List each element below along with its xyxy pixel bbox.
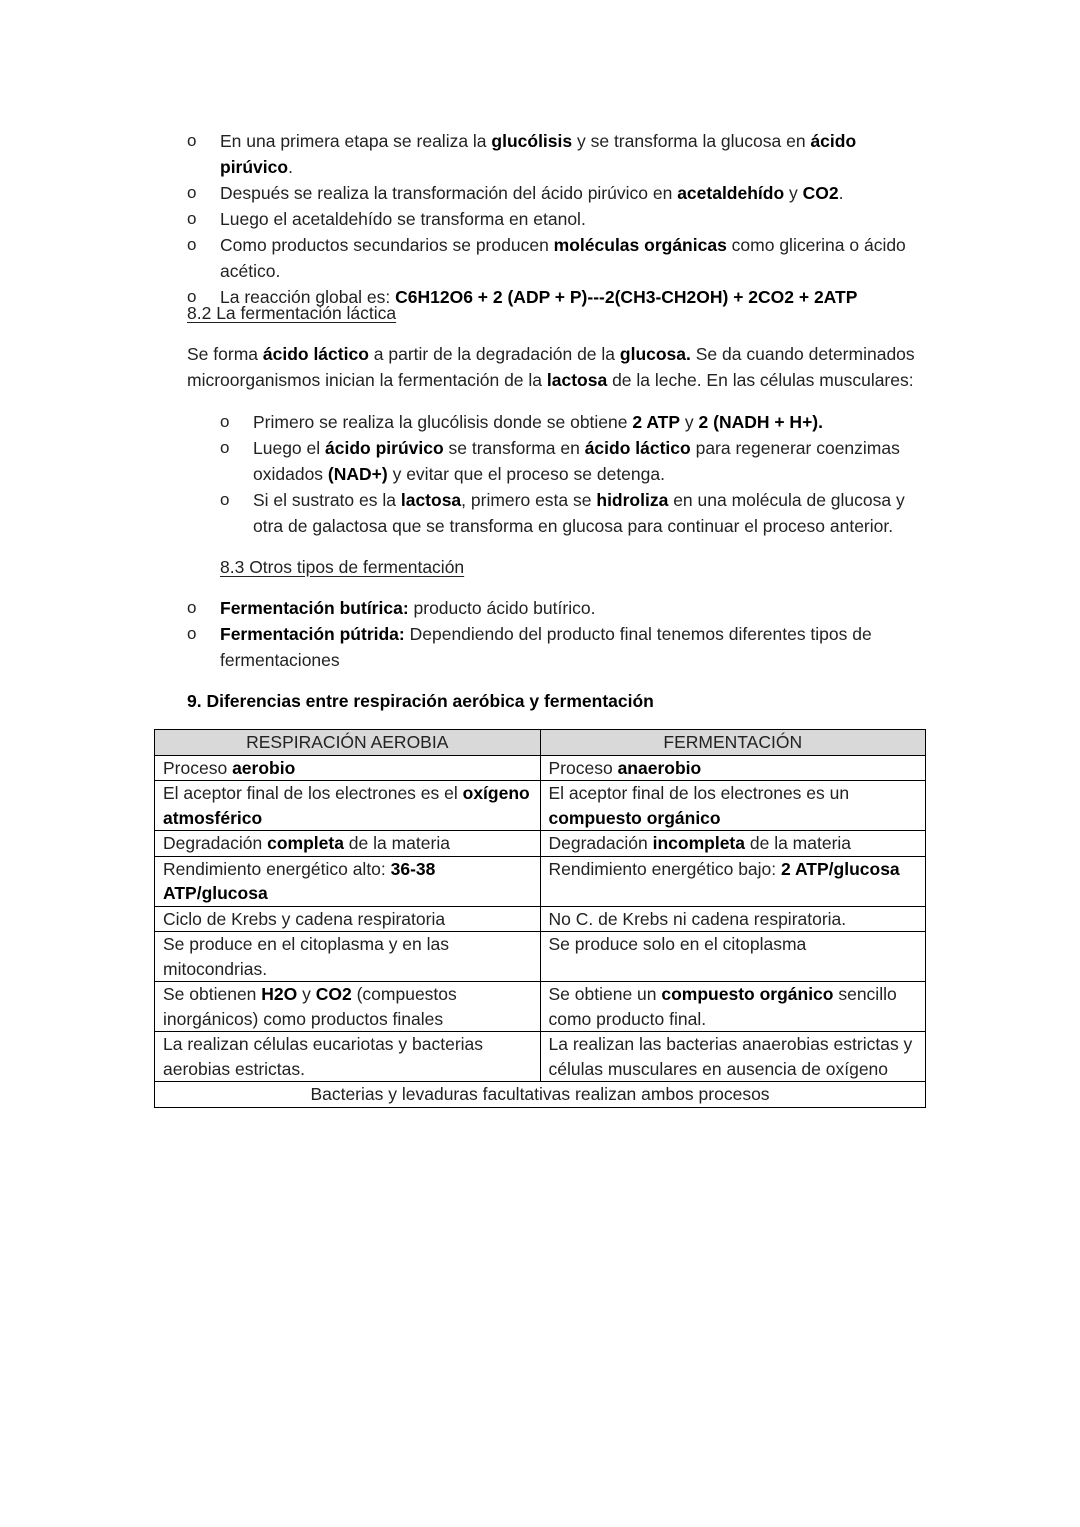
circle-bullet-icon: o [220,412,230,431]
aerobic-cell [155,831,541,857]
text-run: Después se realiza la transformación del ácido pirúvico en [220,183,678,203]
circle-bullet-icon: o [187,624,197,643]
text-run: El aceptor final de los electrones es el [163,783,463,803]
header-fermentation: FERMENTACIÓN [540,730,926,756]
text-run: La realizan células eucariotas y bacterias aerobias estrictas. [163,1034,484,1079]
text-run: sencillo como producto final. [548,984,897,1029]
text-run: Se produce en el citoplasma y en las mitocondrias. [163,934,449,979]
text-run: Se obtiene un [548,984,662,1004]
circle-bullet-icon: o [187,235,197,254]
circle-bullet-icon: o [187,287,197,306]
text-run: Se produce solo en el citoplasma [548,934,807,954]
list-item [187,128,932,180]
text-run: y [784,183,803,203]
text-run: Proceso [548,757,618,778]
aerobic-cell [155,932,541,982]
list-item [220,409,932,435]
comparison-table [154,729,926,1108]
table-header-row [155,730,926,756]
aerobic-cell [155,1032,541,1082]
other-fermentation-heading: 8.3 Otros tipos de fermentación [220,557,465,577]
bold-text: glucólisis [491,131,573,151]
bold-text: 36-38 ATP/glucosa [163,858,436,903]
text-run: Luego el acetaldehído se transforma en etanol. [220,209,586,229]
bold-text: H2O [261,984,298,1004]
text-run: producto ácido butírico. [408,598,596,618]
fermentation-cell [540,982,926,1032]
text-run: No C. de Krebs ni cadena respiratoria. [548,908,847,929]
text-run: (compuestos inorgánicos) como productos finales [163,984,457,1029]
bold-text: ácido láctico [584,438,691,458]
bold-text: (NAD+) [327,464,388,484]
text-run: , primero esta se [461,490,597,510]
text-run: y [680,412,699,432]
fermentation-cell [540,755,926,781]
text-run: La realizan las bacterias anaerobias estrictas y células musculares en ausencia de oxígeno [548,1034,913,1079]
circle-bullet-icon: o [220,438,230,457]
lactic-intro-paragraph [187,341,932,393]
bold-text: lactosa [546,370,608,390]
bold-text: compuesto orgánico [661,984,834,1004]
bold-text: glucosa. [619,344,691,364]
aerobic-cell [155,755,541,781]
circle-bullet-icon: o [187,209,197,228]
bold-text: ácido láctico [262,344,369,364]
text-run: . [838,183,844,203]
bold-text: anaerobio [617,757,702,778]
bold-text: acetaldehído [677,183,785,203]
aerobic-cell [155,982,541,1032]
bold-text: lactosa [400,490,462,510]
text-run: y se transforma la glucosa en [572,131,811,151]
text-run: Ciclo de Krebs y cadena respiratoria [163,908,446,929]
text-run: Primero se realiza la glucólisis donde se obtiene [253,412,633,432]
bold-text: 2 ATP [632,412,681,432]
text-run: para regenerar coenzimas oxidados [253,438,900,484]
bold-text: hidroliza [596,490,669,510]
table-footer-cell: Bacterias y levaduras facultativas realizan ambos procesos [155,1082,926,1108]
fermentation-cell [540,831,926,857]
text-run: a partir de la degradación de la [368,344,620,364]
circle-bullet-icon: o [220,490,230,509]
circle-bullet-icon: o [187,131,197,150]
text-run: Rendimiento energético bajo: [548,858,782,879]
text-run: Se forma [187,344,263,364]
bold-text: ácido pirúvico [325,438,444,458]
text-run: Se da cuando determinados microorganismos inician la fermentación de la [187,344,915,390]
text-run: y evitar que el proceso se detenga. [387,464,665,484]
text-run: Rendimiento energético alto: [163,858,391,879]
table-row [155,856,926,906]
list-item [220,487,932,539]
bold-text: ácido pirúvico [220,131,857,177]
table-row [155,755,926,781]
bold-text: 2 (NADH + H+). [698,412,823,432]
bold-text: incompleta [652,833,745,853]
text-run: y [297,984,316,1004]
aerobic-cell [155,781,541,831]
text-run: Si el sustrato es la [253,490,401,510]
lactic-heading: 8.2 La fermentación láctica [187,303,397,323]
table-row [155,932,926,982]
table-row [155,982,926,1032]
table-row [155,831,926,857]
header-aerobic: RESPIRACIÓN AEROBIA [155,730,541,756]
aerobic-cell [155,856,541,906]
list-item [187,232,932,284]
fermentation-cell [540,906,926,932]
table-body [155,755,926,1082]
text-run: de la materia [343,833,450,853]
bold-text: Fermentación butírica: [220,598,409,618]
section9-heading: 9. Diferencias entre respiración aeróbica y fermentación [187,691,654,711]
fermentation-cell [540,781,926,831]
fermentation-cell [540,932,926,982]
bold-text: compuesto orgánico [548,807,721,828]
bold-text: moléculas orgánicas [553,235,727,255]
text-run: Se obtienen [163,984,262,1004]
list-item [187,206,932,232]
table-footer-row [155,1082,926,1108]
table-row [155,1032,926,1082]
text-run: Dependiendo del producto final tenemos diferentes tipos de fermentaciones [220,624,872,670]
alcoholic-steps-list [187,128,932,310]
text-run: Luego el [253,438,326,458]
table-row [155,781,926,831]
circle-bullet-icon: o [187,183,197,202]
text-run: Como productos secundarios se producen [220,235,554,255]
bold-text: C6H12O6 + 2 (ADP + P)---2(CH3-CH2OH) + 2CO2 + 2ATP [395,287,858,307]
text-run: de la leche. En las células musculares: [607,370,914,390]
text-run: Degradación [548,833,653,853]
bold-text: completa [267,833,344,853]
bold-text: 2 ATP/glucosa [781,858,900,879]
list-item [187,595,932,621]
text-run: En una primera etapa se realiza la [220,131,492,151]
text-run: La reacción global es: [220,287,396,307]
text-run: como glicerina o ácido acético. [220,235,906,281]
bold-text: oxígeno atmosférico [163,783,530,828]
fermentation-cell [540,856,926,906]
text-run: . [288,157,293,177]
bold-text: CO2 [802,183,839,203]
bold-text: aerobio [232,757,296,778]
circle-bullet-icon: o [187,598,197,617]
table-row [155,906,926,932]
other-fermentation-list [187,595,932,673]
text-run: Degradación [163,833,268,853]
list-item [187,180,932,206]
list-item [220,435,932,487]
bold-text: Fermentación pútrida: [220,624,405,644]
aerobic-cell [155,906,541,932]
text-run: de la materia [745,833,852,853]
text-run: en una molécula de glucosa y otra de galactosa que se transforma en glucosa para continuar el proceso anterior. [253,490,905,536]
text-run: El aceptor final de los electrones es un [548,783,850,803]
list-item [187,621,932,673]
bold-text: CO2 [315,984,352,1004]
text-run: se transforma en [443,438,585,458]
text-run: Proceso [163,757,233,778]
fermentation-cell [540,1032,926,1082]
lactic-steps-list [220,409,932,539]
